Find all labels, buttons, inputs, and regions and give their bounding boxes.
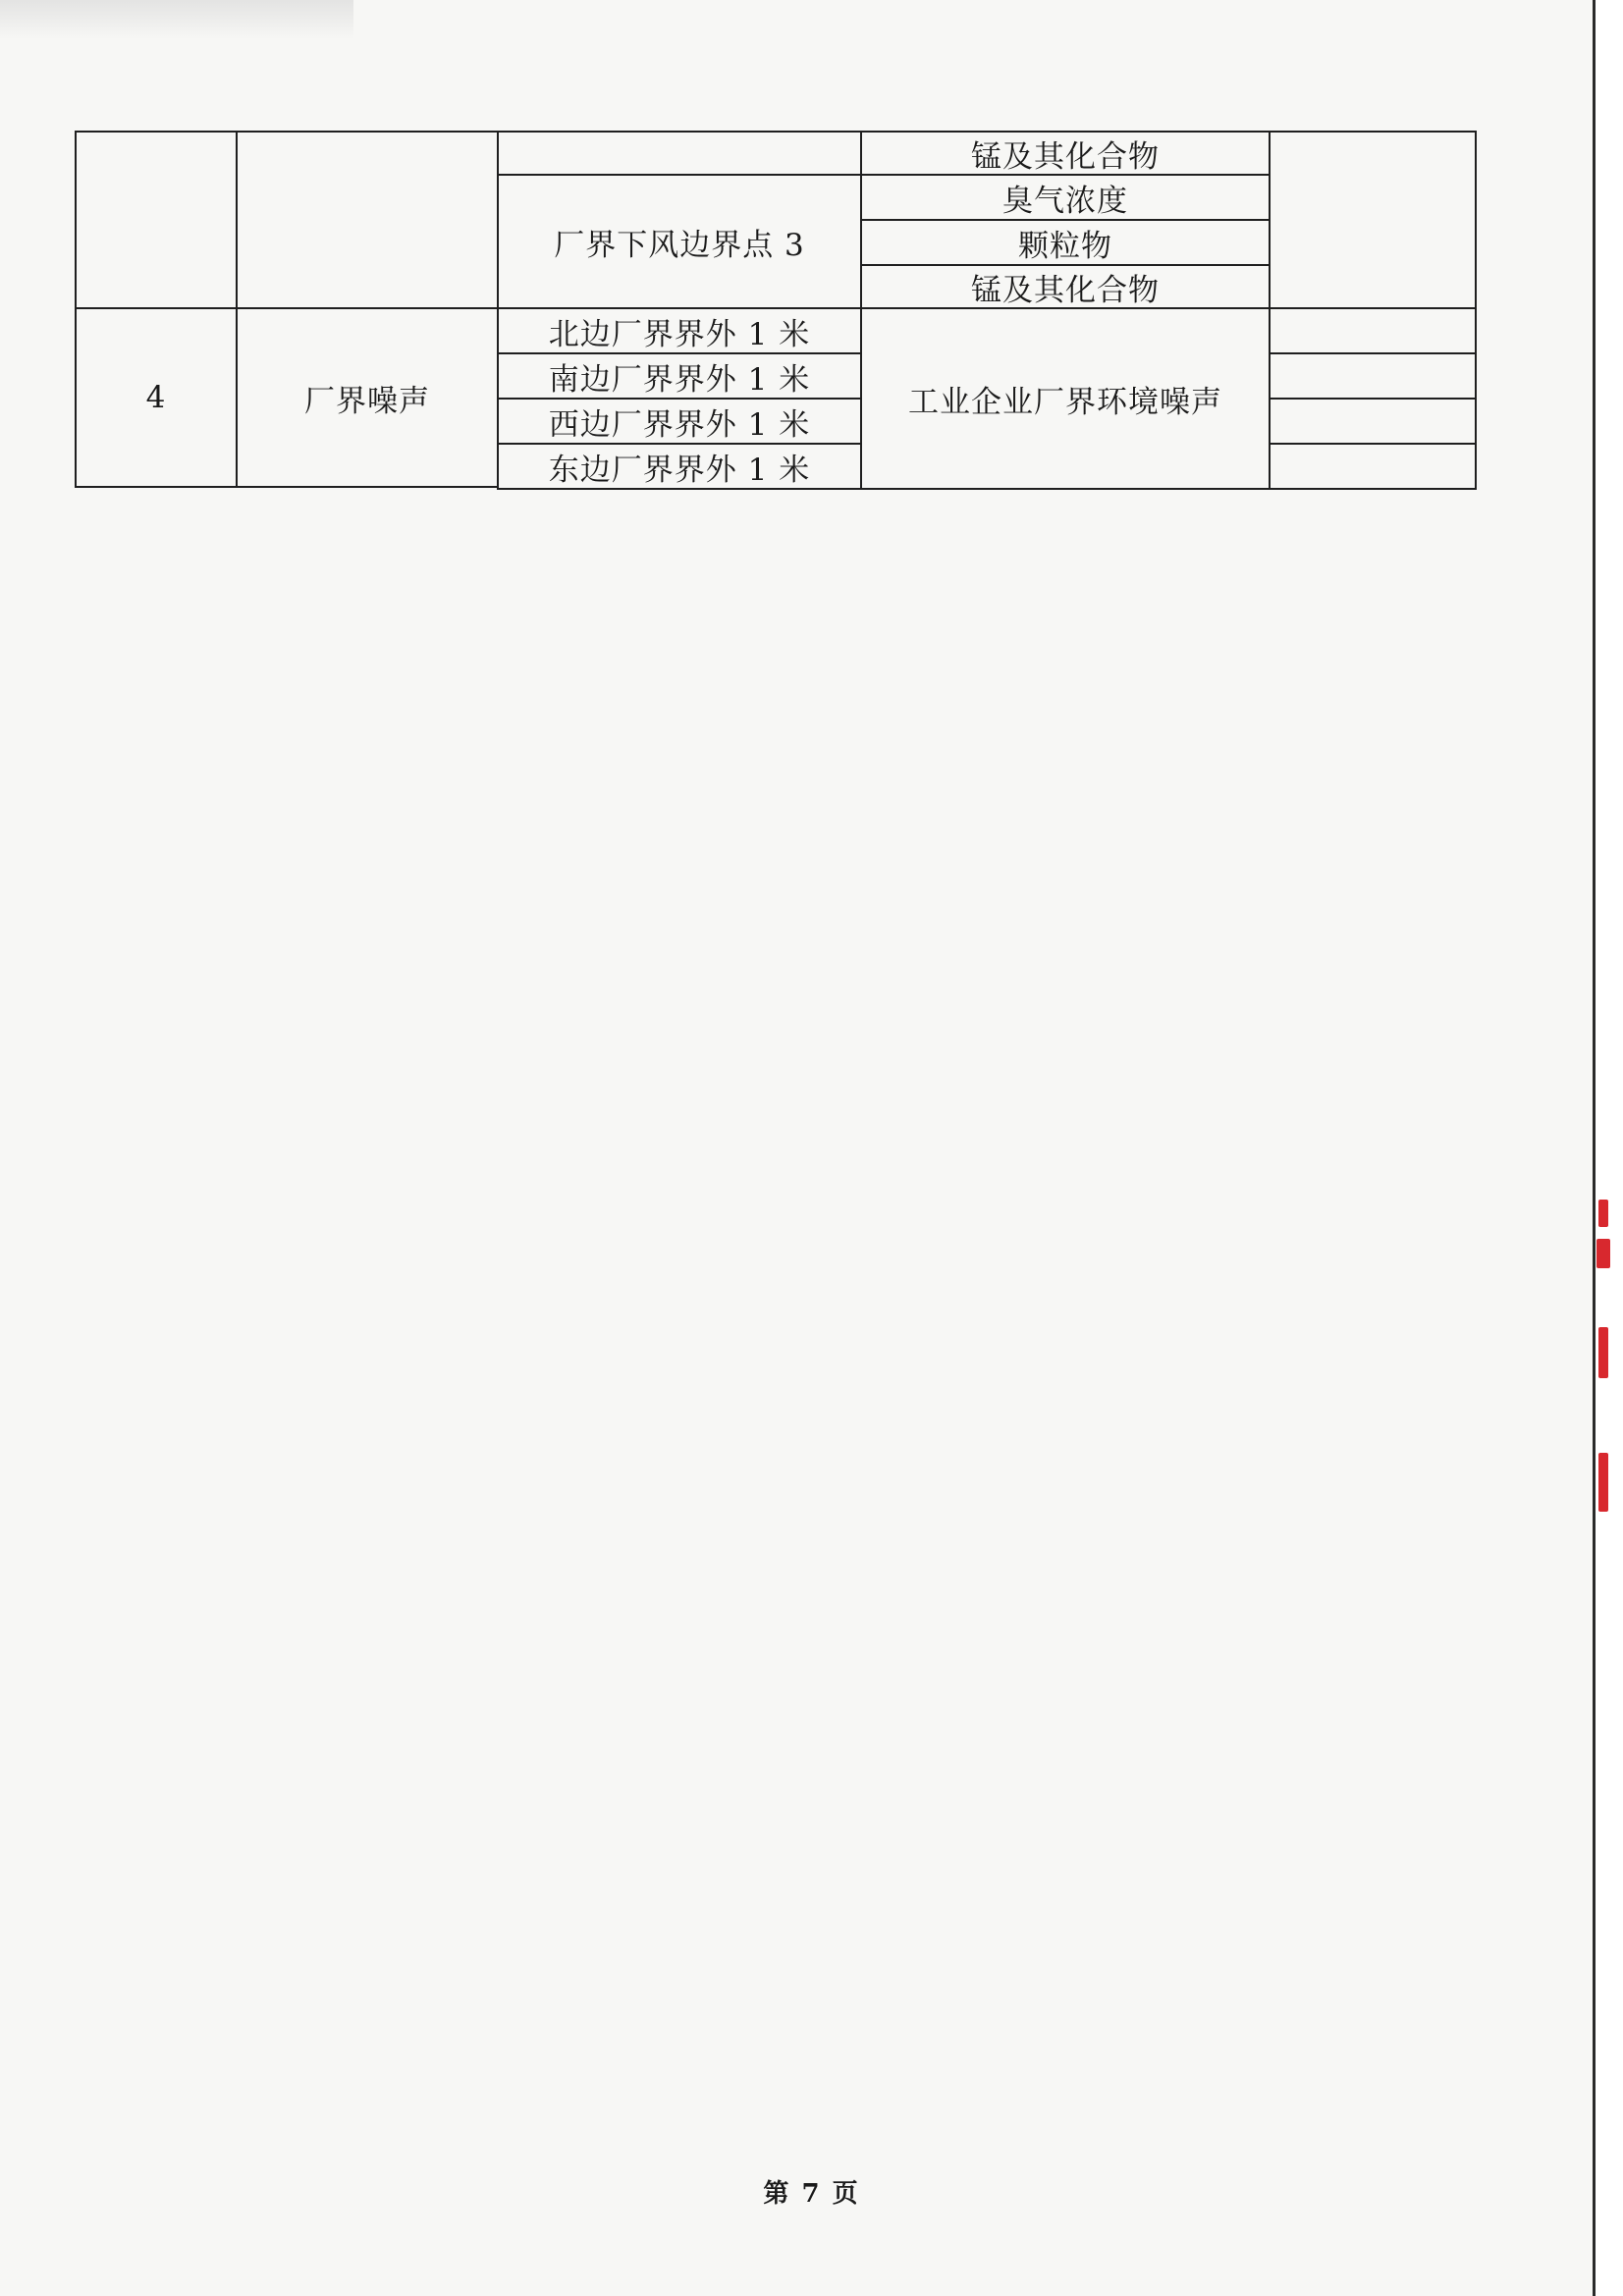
seal-fragment-1 (1598, 1200, 1608, 1227)
seal-fragment-3 (1598, 1327, 1608, 1378)
item-cell-noise: 工业企业厂界环境噪声 (860, 307, 1271, 490)
remark-cell-noise-1 (1269, 307, 1477, 354)
remark-cell-noise-3 (1269, 398, 1477, 445)
remark-cell-noise-4 (1269, 443, 1477, 490)
page-number: 第 7 页 (763, 2179, 860, 2209)
category-cell-continued (236, 131, 499, 309)
point-cell-east: 东边厂界界外 1 米 (497, 443, 862, 490)
item-cell-manganese-1: 锰及其化合物 (860, 131, 1271, 176)
index-cell-noise: 4 (75, 307, 238, 488)
monitoring-table (75, 131, 1477, 500)
seal-fragment-2 (1596, 1239, 1610, 1268)
scan-smudge (0, 0, 353, 39)
remark-cell-noise-2 (1269, 352, 1477, 400)
item-cell-manganese-2: 锰及其化合物 (860, 264, 1271, 309)
remark-cell-continued (1269, 131, 1477, 309)
index-cell-continued (75, 131, 238, 309)
point-cell-top (497, 131, 862, 176)
item-cell-particulate: 颗粒物 (860, 219, 1271, 266)
point-cell-north: 北边厂界界外 1 米 (497, 307, 862, 354)
point-cell-downwind-3: 厂界下风边界点 3 (497, 174, 862, 309)
item-cell-odor: 臭气浓度 (860, 174, 1271, 221)
point-cell-west: 西边厂界界外 1 米 (497, 398, 862, 445)
category-cell-noise: 厂界噪声 (236, 307, 499, 488)
seal-fragment-4 (1598, 1453, 1608, 1512)
scan-margin (1596, 0, 1623, 2296)
point-cell-south: 南边厂界界外 1 米 (497, 352, 862, 400)
